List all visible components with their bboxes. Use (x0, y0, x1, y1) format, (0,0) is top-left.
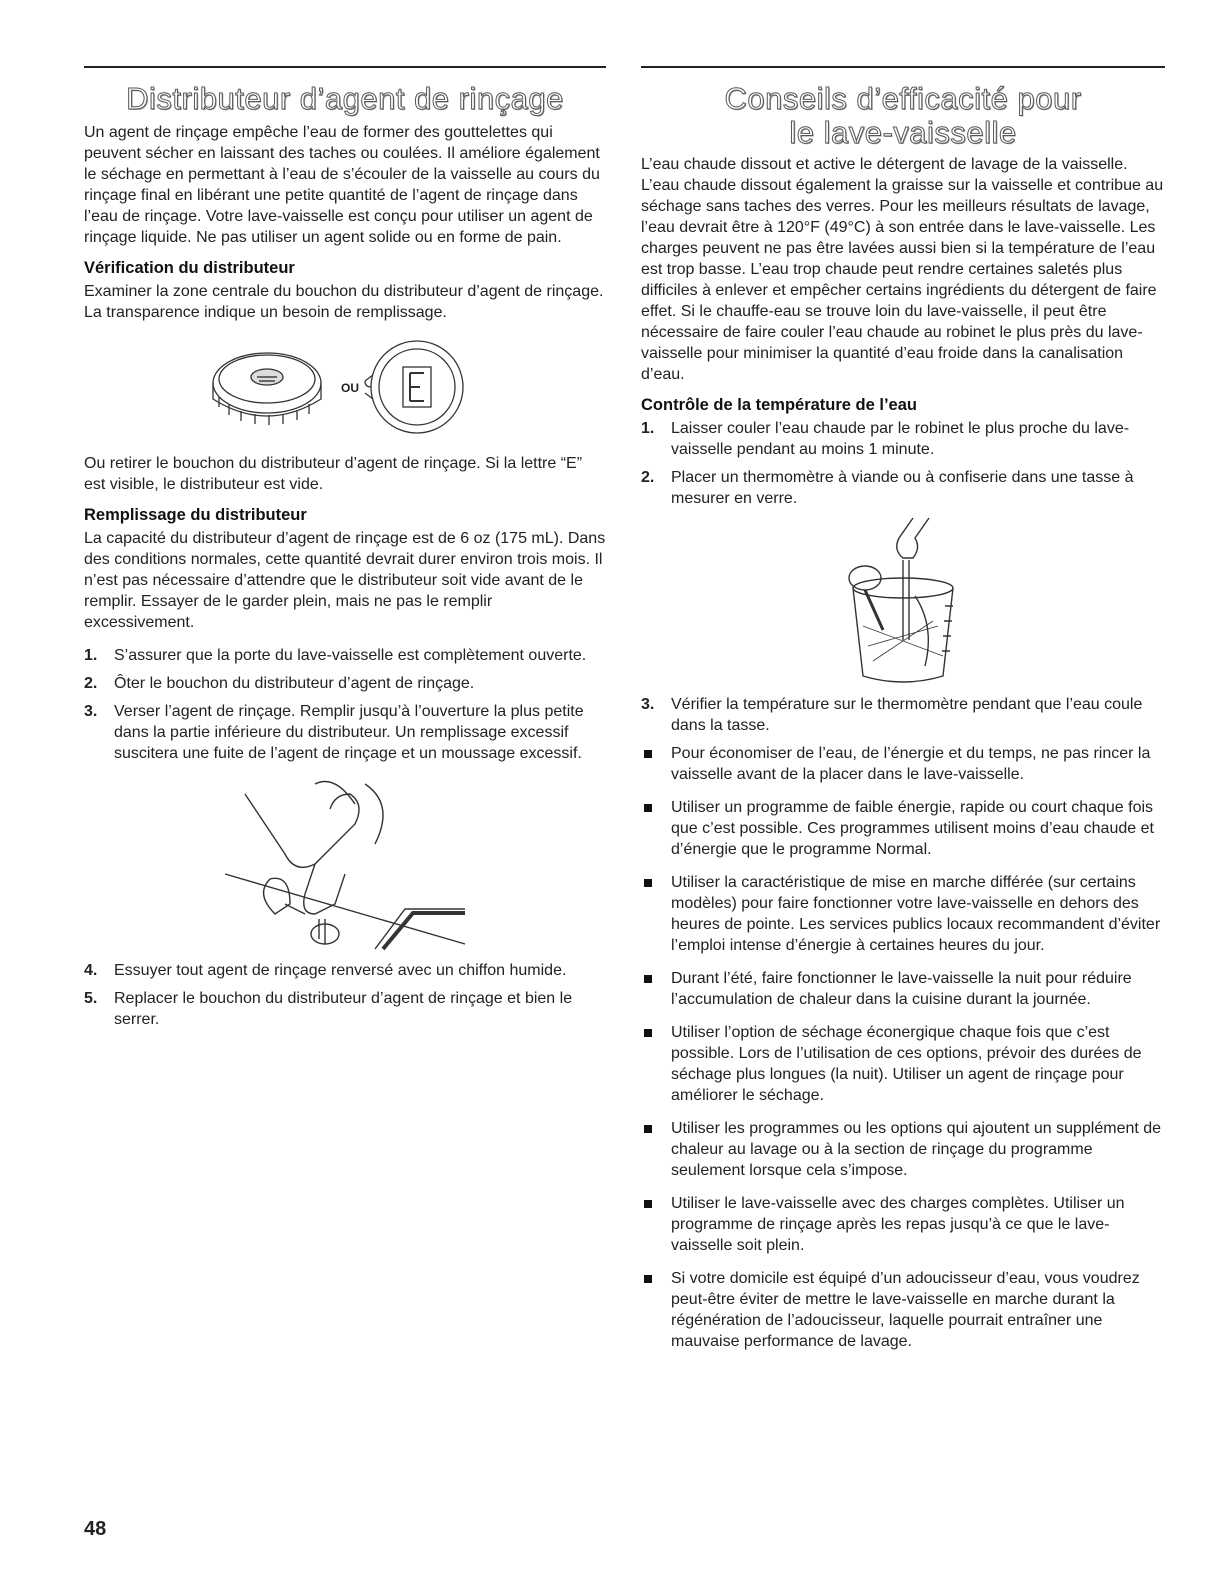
left-column (84, 66, 606, 1037)
fill-block (84, 505, 606, 633)
fill-heading: Remplissage du distributeur (84, 506, 307, 524)
list-item: 2. Placer un thermomètre à viande ou à confiserie dans une tasse à mesurer en verre. (641, 469, 1134, 507)
section-rule (84, 66, 606, 68)
section-title-line-2: le lave-vaisselle (789, 115, 1017, 150)
section-title-efficiency (641, 82, 1165, 150)
rinse-aid-intro: Un agent de rinçage empêche l’eau de former des gouttelettes qui peuvent sécher en laissant des taches ou coulées. Il améliore également le séchage en permettant à l’eau de s’écouler de la vaisselle au cours du rinçage final en libérant une petite quantité de l’agent de rinçage dans l’eau de rinçage. Votre lave-vaisselle est conçu pour utiliser un agent de rinçage liquide. Ne pas utiliser un agent solide ou en forme de pain. (84, 124, 600, 246)
right-column (641, 66, 1165, 1364)
list-item: Durant l’été, faire fonctionner le lave-vaisselle la nuit pour réduire l’accumulation de chaleur dans la cuisine durant la journée. (641, 968, 1165, 1010)
list-item: 1. S’assurer que la porte du lave-vaisselle est complètement ouverte. (84, 647, 587, 664)
list-item: 3. Verser l’agent de rinçage. Remplir jusqu’à l’ouverture la plus petite dans la partie inférieure du distributeur. Un remplissage excessif suscitera une fuite de l’agent de rinçage et un moussage excessif. (84, 703, 584, 762)
efficiency-tips-list (641, 743, 1165, 1352)
list-item: 5. Replacer le bouchon du distributeur d’agent de rinçage et bien le serrer. (84, 990, 573, 1028)
pouring-figure (84, 774, 606, 954)
temperature-steps-list (641, 418, 1165, 509)
list-item: Pour économiser de l’eau, de l’énergie et du temps, ne pas rincer la vaisselle avant de la placer dans le lave-vaisselle. (641, 743, 1165, 785)
after-figure-text: Ou retirer le bouchon du distributeur d’agent de rinçage. Si la lettre “E” est visible, le distributeur est vide. (84, 455, 583, 493)
efficiency-intro: L’eau chaude dissout et active le détergent de lavage de la vaisselle. L’eau chaude dissout également la graisse sur la vaisselle et contribue au séchage sans taches des verres. Pour les meilleurs résultats de lavage, l’eau devrait être à 120°F (49°C) à son entrée dans le lave-vaisselle. Les charges peuvent ne pas être lavées aussi bien si la température de l’eau est trop basse. L’eau trop chaude peut rendre certaines saletés plus difficiles à enlever et empêcher certains ingrédients du détergent de faire effet. Si le chauffe-eau se trouve loin du lave-vaisselle, il peut être nécessaire de faire couler l’eau chaude au robinet le plus près du lave-vaisselle pour minimiser la quantité d’eau froide dans la canalisation d’eau. (641, 156, 1164, 383)
list-item: Utiliser les programmes ou les options qui ajoutent un supplément de chaleur au lavage ou à la section de rinçage du programme seulement lorsque cela s’impose. (641, 1118, 1165, 1181)
section-title-line-1: Conseils d’efficacité pour (724, 81, 1082, 116)
list-item: 1. Laisser couler l’eau chaude par le robinet le plus proche du lave-vaisselle pendant au moins 1 minute. (641, 420, 1130, 458)
list-item: Utiliser la caractéristique de mise en marche différée (sur certains modèles) pour faire fonctionner votre lave-vaisselle en dehors des heures de pointe. Les services publics locaux recommandent d’éviter l’emploi intense d’énergie à certaines heures du jour. (641, 872, 1165, 956)
verification-heading: Vérification du distributeur (84, 259, 295, 277)
section-title-rinse-aid: Distributeur d’agent de rinçage (126, 81, 564, 116)
fill-steps-list (84, 645, 606, 764)
list-item: 2. Ôter le bouchon du distributeur d’agent de rinçage. (84, 675, 475, 692)
temperature-steps-list-continued (641, 694, 1165, 736)
fill-text: La capacité du distributeur d’agent de rinçage est de 6 oz (175 mL). Dans des conditions normales, cette quantité devrait durer environ trois mois. Il n’est pas nécessaire d’attendre que le distributeur soit vide avant de le remplir. Essayer de le garder plein, mais ne pas le remplir excessivement. (84, 530, 606, 631)
list-item: Utiliser le lave-vaisselle avec des charges complètes. Utiliser un programme de rinçage après les repas jusqu’à ce que le lave-vaisselle soit plein. (641, 1193, 1165, 1256)
fill-steps-list-continued (84, 960, 606, 1030)
page-number: 48 (84, 1518, 107, 1540)
dispenser-cap-figure (84, 335, 606, 445)
temperature-heading: Contrôle de la température de l’eau (641, 396, 917, 414)
figure-label-ou: OU (341, 381, 359, 395)
thermometer-cup-illustration (823, 516, 983, 686)
list-item: 3. Vérifier la température sur le thermomètre pendant que l’eau coule dans la tasse. (641, 696, 1143, 734)
list-item: Utiliser l’option de séchage éconergique chaque fois que c’est possible. Lors de l’utilisation de ces options, prévoir des durées de séchage plus longues (la nuit). Utiliser un agent de rinçage pour améliorer le séchage. (641, 1022, 1165, 1106)
list-item: Utiliser un programme de faible énergie, rapide ou court chaque fois que c’est possible. Ces programmes utilisent moins d’eau chaude et d’énergie que le programme Normal. (641, 797, 1165, 860)
pouring-rinse-aid-illustration (215, 774, 475, 954)
thermometer-cup-figure (641, 516, 1165, 686)
list-item: Si votre domicile est équipé d’un adoucisseur d’eau, vous voudrez peut-être éviter de mettre le lave-vaisselle en marche durant la régénération de l’adoucisseur, laquelle pourrait entraîner une mauvaise performance de lavage. (641, 1268, 1165, 1352)
verification-block (84, 258, 606, 323)
list-item: 4. Essuyer tout agent de rinçage renversé avec un chiffon humide. (84, 962, 567, 979)
verification-text: Examiner la zone centrale du bouchon du distributeur d’agent de rinçage. La transparence indique un besoin de remplissage. (84, 283, 604, 321)
dispenser-cap-illustration (195, 335, 495, 445)
section-rule (641, 66, 1165, 68)
